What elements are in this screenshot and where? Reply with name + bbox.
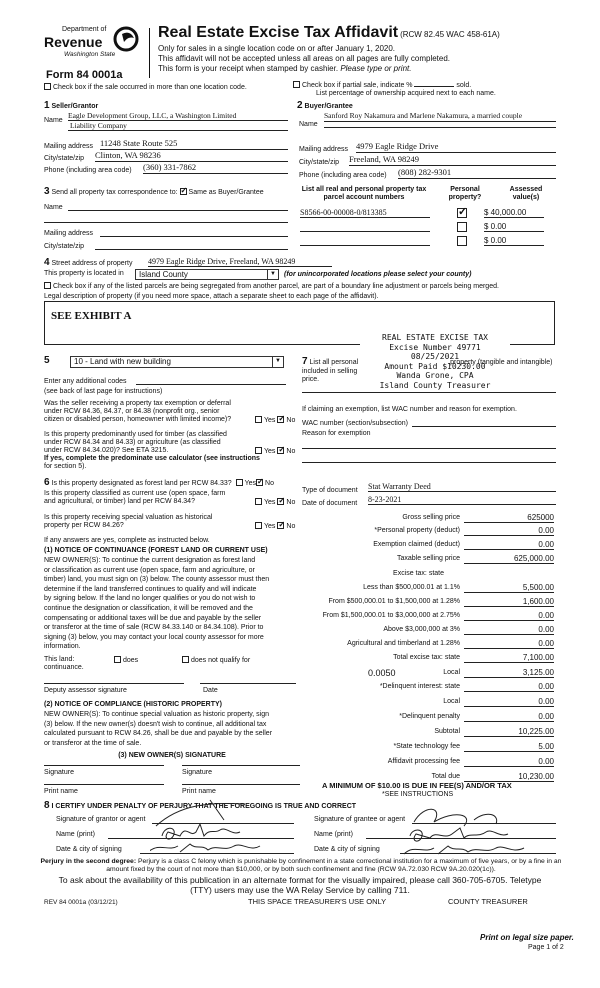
seller-phone-label: Phone (including area code) [44,167,132,174]
dept-line3: Washington State [64,51,116,58]
buyer-name-line2[interactable] [324,127,556,128]
timber-yes-checkbox[interactable] [255,447,262,454]
additional-codes-field[interactable] [136,384,286,385]
grantee-date-label: Date & city of signing [314,846,380,853]
parcel-value-field[interactable]: $ 0.00 [484,236,544,246]
seller-mailing-field[interactable]: 11248 State Route 525 [100,139,288,150]
q-forest: 6 Is this property designated as forest land per RCW 84.33? Yes✓ No [44,477,300,489]
minimum-due-note: A MINIMUM OF $10.00 IS DUE IN FEE(S) AND/OR TAX [322,781,512,790]
deputy-sig-label: Deputy assessor signature [44,687,127,694]
legal-desc-label: Legal description of property (if you need more space, attach a separate sheet to each page of the affidavit). [44,293,379,300]
tax-value[interactable]: 0.00 [464,697,554,707]
grantor-name-label: Name (print) [56,831,95,838]
header-note2: This affidavit will not be accepted unless all areas on all pages are fully completed. [158,54,451,63]
this-land-label: This land: continuance. [44,656,84,672]
seller-city-field[interactable]: Clinton, WA 98236 [95,151,288,162]
q-current-use: Is this property classified as current use (open space, farm and agricultural, or timber) land per RCW 84.34? Yes✓ No [44,490,300,506]
exempt-claim-label: If claiming an exemption, list WAC number and reason for exemption. [302,406,517,413]
tax-row-delinq-interest-local: Local 0.00 [443,697,554,706]
form-number: Form 84 0001a [46,69,123,81]
page-number: Page 1 of 2 [528,944,564,951]
deputy-date-line[interactable] [200,683,296,684]
doc-date-label: Date of document [302,500,358,507]
legal-paper-note: Print on legal size paper. [480,933,574,942]
tax-row-personal: *Personal property (deduct) 0.00 [374,526,554,535]
q-exemption: Was the seller receiving a property tax exemption or deferral under RCW 84.36, 84.37, or 84.38 (nonprofit org., senior citizen or disabled person, homeowner with limited income)? Yes✓ No [44,400,294,424]
section8-certify: 8 I CERTIFY UNDER PENALTY OF PERJURY THAT THE FOREGOING IS TRUE AND CORRECT [44,800,357,811]
section5-number: 5 [44,355,50,366]
personal-col-header: Personal property? [448,186,482,202]
buyer-name-label: Name [299,121,318,128]
buyer-city-field[interactable]: Freeland, WA 98249 [349,155,556,166]
tax-value[interactable]: 0.00 [464,757,554,767]
current-use-no-checkbox[interactable] [277,498,284,505]
perjury-notice: Perjury in the second degree: Perjury is a class C felony which is punishable by confinement in a state correctional institution for a maximum of five years, or by a fine in an amount fixed by the court of not more than $10,000, or by both such confinement and fine (RCW 9A.72.030 RCW 9A.20.020(1c)). [40,858,562,873]
buyer-name-field[interactable]: Sanford Roy Nakamura and Marlene Nakamura, a married couple [324,112,556,122]
tax-value[interactable]: 0.00 [464,611,554,621]
same-as-buyer-checkbox[interactable] [180,188,187,195]
parcel-number-field[interactable]: S8566-00-00008-0/813385 [300,208,430,218]
wac-field[interactable] [412,426,556,427]
tax-row-gross: Gross selling price 625000 [402,513,554,522]
parcel-row [300,236,556,248]
signature-label-1: Signature [44,769,74,776]
segregated-checkbox[interactable] [44,282,51,289]
personal-property-field[interactable] [302,392,556,393]
tax-corr-name-field[interactable] [68,210,288,211]
tax-row-tier2: From $500,000.01 to $1,500,000 at 1.28% 1,600.00 [328,597,554,606]
legal-desc-value: SEE EXHIBIT A [51,310,132,322]
tax-value[interactable]: 7,100.00 [464,653,554,663]
rev-number: REV 84 0001a (03/12/21) [44,899,118,906]
forest-yes-checkbox[interactable] [236,479,243,486]
exempt-yes-checkbox[interactable] [255,416,262,423]
additional-codes-label: Enter any additional codes [44,378,127,385]
header-divider [149,28,150,78]
q-timber: Is this property predominantly used for timber (as classified under RCW 84.34 and 84.33) or agriculture (as classified under RCW 84.34.020)? See ETA 3215. Yes✓ No If yes, complete the predominate use calculator (see instructions for section 5). [44,431,294,471]
parcel-personal-checkbox[interactable] [457,222,467,232]
county-treasurer-label: COUNTY TREASURER [448,897,528,906]
tax-row-tier1: Less than $500,000.01 at 1.1% 5,500.00 [363,583,554,592]
doc-date-field[interactable]: 8-23-2021 [368,495,556,505]
tax-corr-name-label: Name [44,204,63,211]
tax-value[interactable]: 1,600.00 [464,597,554,607]
tax-value[interactable]: 5,500.00 [464,583,554,593]
notice1-body: NEW OWNER(S): To continue the current designation as forest land or classification as current use (open space, farm and agriculture, or timber) land, you must sign on (3) below. The county assessor must then determine if the land transferred continues to qualify and will indicate by signing below. If the land no longer qualifies or you do not wish to continue the designation or classification, it will be removed and the compensating or additional taxes will be due and payable by the seller or transferor at the time of sale (RCW 84.33.140 or 84.34.108). Prior to signing (3) below, you may contact your local county assessor for more information. [44,557,270,651]
historic-no-checkbox[interactable] [277,522,284,529]
parcel-col-header: List all real and personal property tax parcel account numbers [301,186,427,202]
tax-value[interactable]: 0.00 [464,712,554,722]
check-parcels-segregated[interactable]: Check box if any of the listed parcels are being segregated from another parcel, are part of a boundary line adjustment or parcels being merged. [44,282,499,291]
grantor-date-label: Date & city of signing [56,846,122,853]
deputy-sig-line[interactable] [44,683,184,684]
seller-name-label: Name [44,117,63,124]
dept-line2: Revenue [44,34,103,50]
timber-no-checkbox[interactable] [277,447,284,454]
county-select[interactable]: Island County ▼ [135,269,279,280]
treasurer-use-label: THIS SPACE TREASURER'S USE ONLY [248,897,387,906]
buyer-mailing-field[interactable]: 4979 Eagle Ridge Drive [356,142,556,153]
land-does-checkbox[interactable] [114,656,121,663]
tax-value[interactable]: 0.00 [464,625,554,635]
tax-row-tech-fee: *State technology fee 5.00 [393,742,554,751]
grantor-sig-label: Signature of grantor or agent [56,816,146,823]
land-does-not-checkbox[interactable] [182,656,189,663]
reason-label: Reason for exemption [302,430,371,437]
chevron-down-icon: ▼ [272,357,283,367]
parcel-number-field[interactable] [300,222,430,232]
tax-row-excise-header: Excise tax: state [393,570,444,577]
list-pct-note: List percentage of ownership acquired next to each name. [316,90,496,97]
historic-yes-checkbox[interactable] [255,522,262,529]
seller-mailing-label: Mailing address [44,143,94,150]
tax-corr-mailing-field[interactable] [100,236,288,237]
parcel-value-field[interactable]: $ 40,000.00 [484,208,544,218]
new-owner-sig-line-1[interactable] [44,765,164,766]
buyer-phone-field[interactable]: (808) 282-9301 [398,168,556,179]
land-does-not[interactable]: does not qualify for [182,656,250,665]
current-use-yes-checkbox[interactable] [255,498,262,505]
tax-row-local: 0.0050 Local 3,125.00 [368,668,554,678]
signature-label-2: Signature [182,769,212,776]
parcel-row [300,222,556,234]
alt-format-notice: To ask about the availability of this publication in an alternate format for the visually impaired, please call 360-705-6705. Teletype (TTY) users may use the WA Relay Service by calling 711. [58,875,542,895]
tax-row-delinq-penalty: *Delinquent penalty 0.00 [399,712,554,721]
title-text: Real Estate Excise Tax Affidavit [158,24,399,41]
parcel-value-field[interactable]: $ 0.00 [484,222,544,232]
tax-value[interactable]: 10,225.00 [464,727,554,737]
tax-row-agri: Agricultural and timberland at 1.28% 0.00 [347,639,554,648]
tax-row-tier4: Above $3,000,000 at 3% 0.00 [383,625,554,634]
tax-row-subtotal: Subtotal 10,225.00 [434,727,554,736]
tax-value[interactable]: 5.00 [464,742,554,752]
tax-corr-mailing-label: Mailing address [44,230,94,237]
buyer-mailing-label: Mailing address [299,146,349,153]
check-multi-location[interactable]: Check box if the sale occurred in more than one location code. [44,83,247,92]
buyer-city-label: City/state/zip [299,159,340,166]
doc-type-field[interactable]: Stat Warranty Deed [368,482,556,492]
title-ref: (RCW 82.45 WAC 458-61A) [400,30,500,39]
tax-row-total-state: Total excise tax: state 7,100.00 [393,653,554,662]
exempt-no-checkbox[interactable] [277,416,284,423]
see-instructions-note: *SEE INSTRUCTIONS [382,791,454,798]
multi-location-checkbox[interactable] [44,83,51,90]
doc-type-label: Type of document [302,487,358,494]
tax-row-exemption: Exemption claimed (deduct) 0.00 [373,540,554,549]
tax-row-delinq-interest-state: *Delinquent interest: state 0.00 [379,682,554,691]
located-in-label: This property is located in [44,270,124,277]
notice2-title: (2) NOTICE OF COMPLIANCE (HISTORIC PROPERTY) [44,701,222,708]
deputy-date-label: Date [203,687,218,694]
county-note: (for unincorporated locations please select your county) [284,271,472,278]
wa-seal-icon [112,26,144,52]
print-name-label-1: Print name [44,788,78,795]
new-owner-sig-line-2[interactable] [182,765,300,766]
parcel-personal-checkbox[interactable] [457,236,467,246]
tax-value[interactable]: 0.00 [464,639,554,649]
note3-b: Please type or print. [340,64,412,73]
parcel-number-field[interactable] [300,236,430,246]
parcel-personal-checkbox[interactable] [457,208,467,218]
form-title [158,24,500,42]
tax-row-taxable: Taxable selling price 625,000.00 [396,554,554,563]
section1-heading: 1 Seller/Grantor [44,100,99,111]
see-list-note: (see back of last page for instructions) [44,388,163,395]
reason-field[interactable] [302,448,556,449]
tax-value[interactable]: 625,000.00 [464,554,554,564]
property-street-field[interactable]: 4979 Eagle Ridge Drive, Freeland, WA 98249 [148,257,332,267]
notice2-body: NEW OWNER(S): To continue special valuation as historic property, sign (3) below. If the new owner(s) doesn't wish to continue, all additional tax calculated pursuant to RCW 84.26, shall be due and payable by the seller or transferor at the time of sale. [44,711,273,747]
grantee-name-label: Name (print) [314,831,353,838]
notice1-title: (1) NOTICE OF CONTINUANCE (FOREST LAND OR CURRENT USE) [44,547,268,554]
section2-heading: 2 Buyer/Grantee [297,100,353,111]
q-historic: Is this property receiving special valuation as historical property per RCW 84.26? Yes✓ No [44,514,300,530]
forest-no-checkbox[interactable] [256,479,263,486]
print-name-label-2: Print name [182,788,216,795]
tax-value[interactable]: 10,230.00 [464,772,554,782]
seller-city-label: City/state/zip [44,155,85,162]
reason-field-2[interactable] [302,462,556,463]
dept-line1: Department of [62,26,107,33]
land-does[interactable]: does [114,656,138,665]
section7-label: 7 List all personal property (tangible and intangible) included in selling price. [302,356,553,383]
tax-corr-city-field[interactable] [95,249,288,250]
seller-phone-field[interactable]: (360) 331-7862 [143,163,288,174]
chevron-down-icon: ▼ [267,270,278,279]
grantee-sig-label: Signature of grantee or agent [314,816,406,823]
check-partial-sale[interactable]: Check box if partial sale, indicate % sold. [293,80,471,90]
new-owner-sig-title: (3) NEW OWNER(S) SIGNATURE [118,752,226,759]
tax-value[interactable]: 0.00 [464,682,554,692]
tax-value[interactable]: 3,125.00 [464,668,554,678]
partial-sale-pct-field[interactable] [414,80,454,87]
header-note1: Only for sales in a single location code on or after January 1, 2020. [158,44,396,53]
tax-row-total-due: Total due 10,230.00 [431,772,554,781]
buyer-phone-label: Phone (including area code) [299,172,387,179]
treasurer-stamp: REAL ESTATE EXCISE TAX Excise Number 49771 08/25/2021 Amount Paid $10230.00 Wanda Grone, CPA Island County Treasurer [360,333,510,390]
tax-corr-name-line2[interactable] [44,222,288,223]
new-owner-print-line-2[interactable] [182,784,300,785]
section3-heading: 3 Send all property tax correspondence to: ✓ Same as Buyer/Grantee [44,186,264,198]
use-code-select[interactable]: 10 - Land with new building ▼ [70,356,284,368]
tax-value[interactable]: 625000 [464,513,554,523]
parcel-row [300,208,556,220]
wac-label: WAC number (section/subsection) [302,420,408,427]
header-note3 [158,64,411,73]
tax-row-tier3: From $1,500,000.01 to $3,000,000 at 2.75% 0.00 [322,611,554,620]
tax-corr-city-label: City/state/zip [44,243,85,250]
tax-row-processing-fee: Affidavit processing fee 0.00 [387,757,554,766]
local-rate: 0.0050 [368,668,396,678]
tax-value[interactable]: 0.00 [464,540,554,550]
if-yes-note: If any answers are yes, complete as instructed below. [44,537,210,544]
note3-a: This form is your receipt when stamped by cashier. [158,64,339,73]
seller-name-value[interactable]: Eagle Development Group, LLC, a Washington Limited Liability Company [68,111,288,131]
dor-logo [42,26,150,70]
partial-sale-checkbox[interactable] [293,81,300,88]
section4-street: 4 Street address of property [44,257,133,268]
tax-value[interactable]: 0.00 [464,526,554,536]
assessed-col-header: Assessed value(s) [509,186,543,202]
new-owner-print-line-1[interactable] [44,784,164,785]
